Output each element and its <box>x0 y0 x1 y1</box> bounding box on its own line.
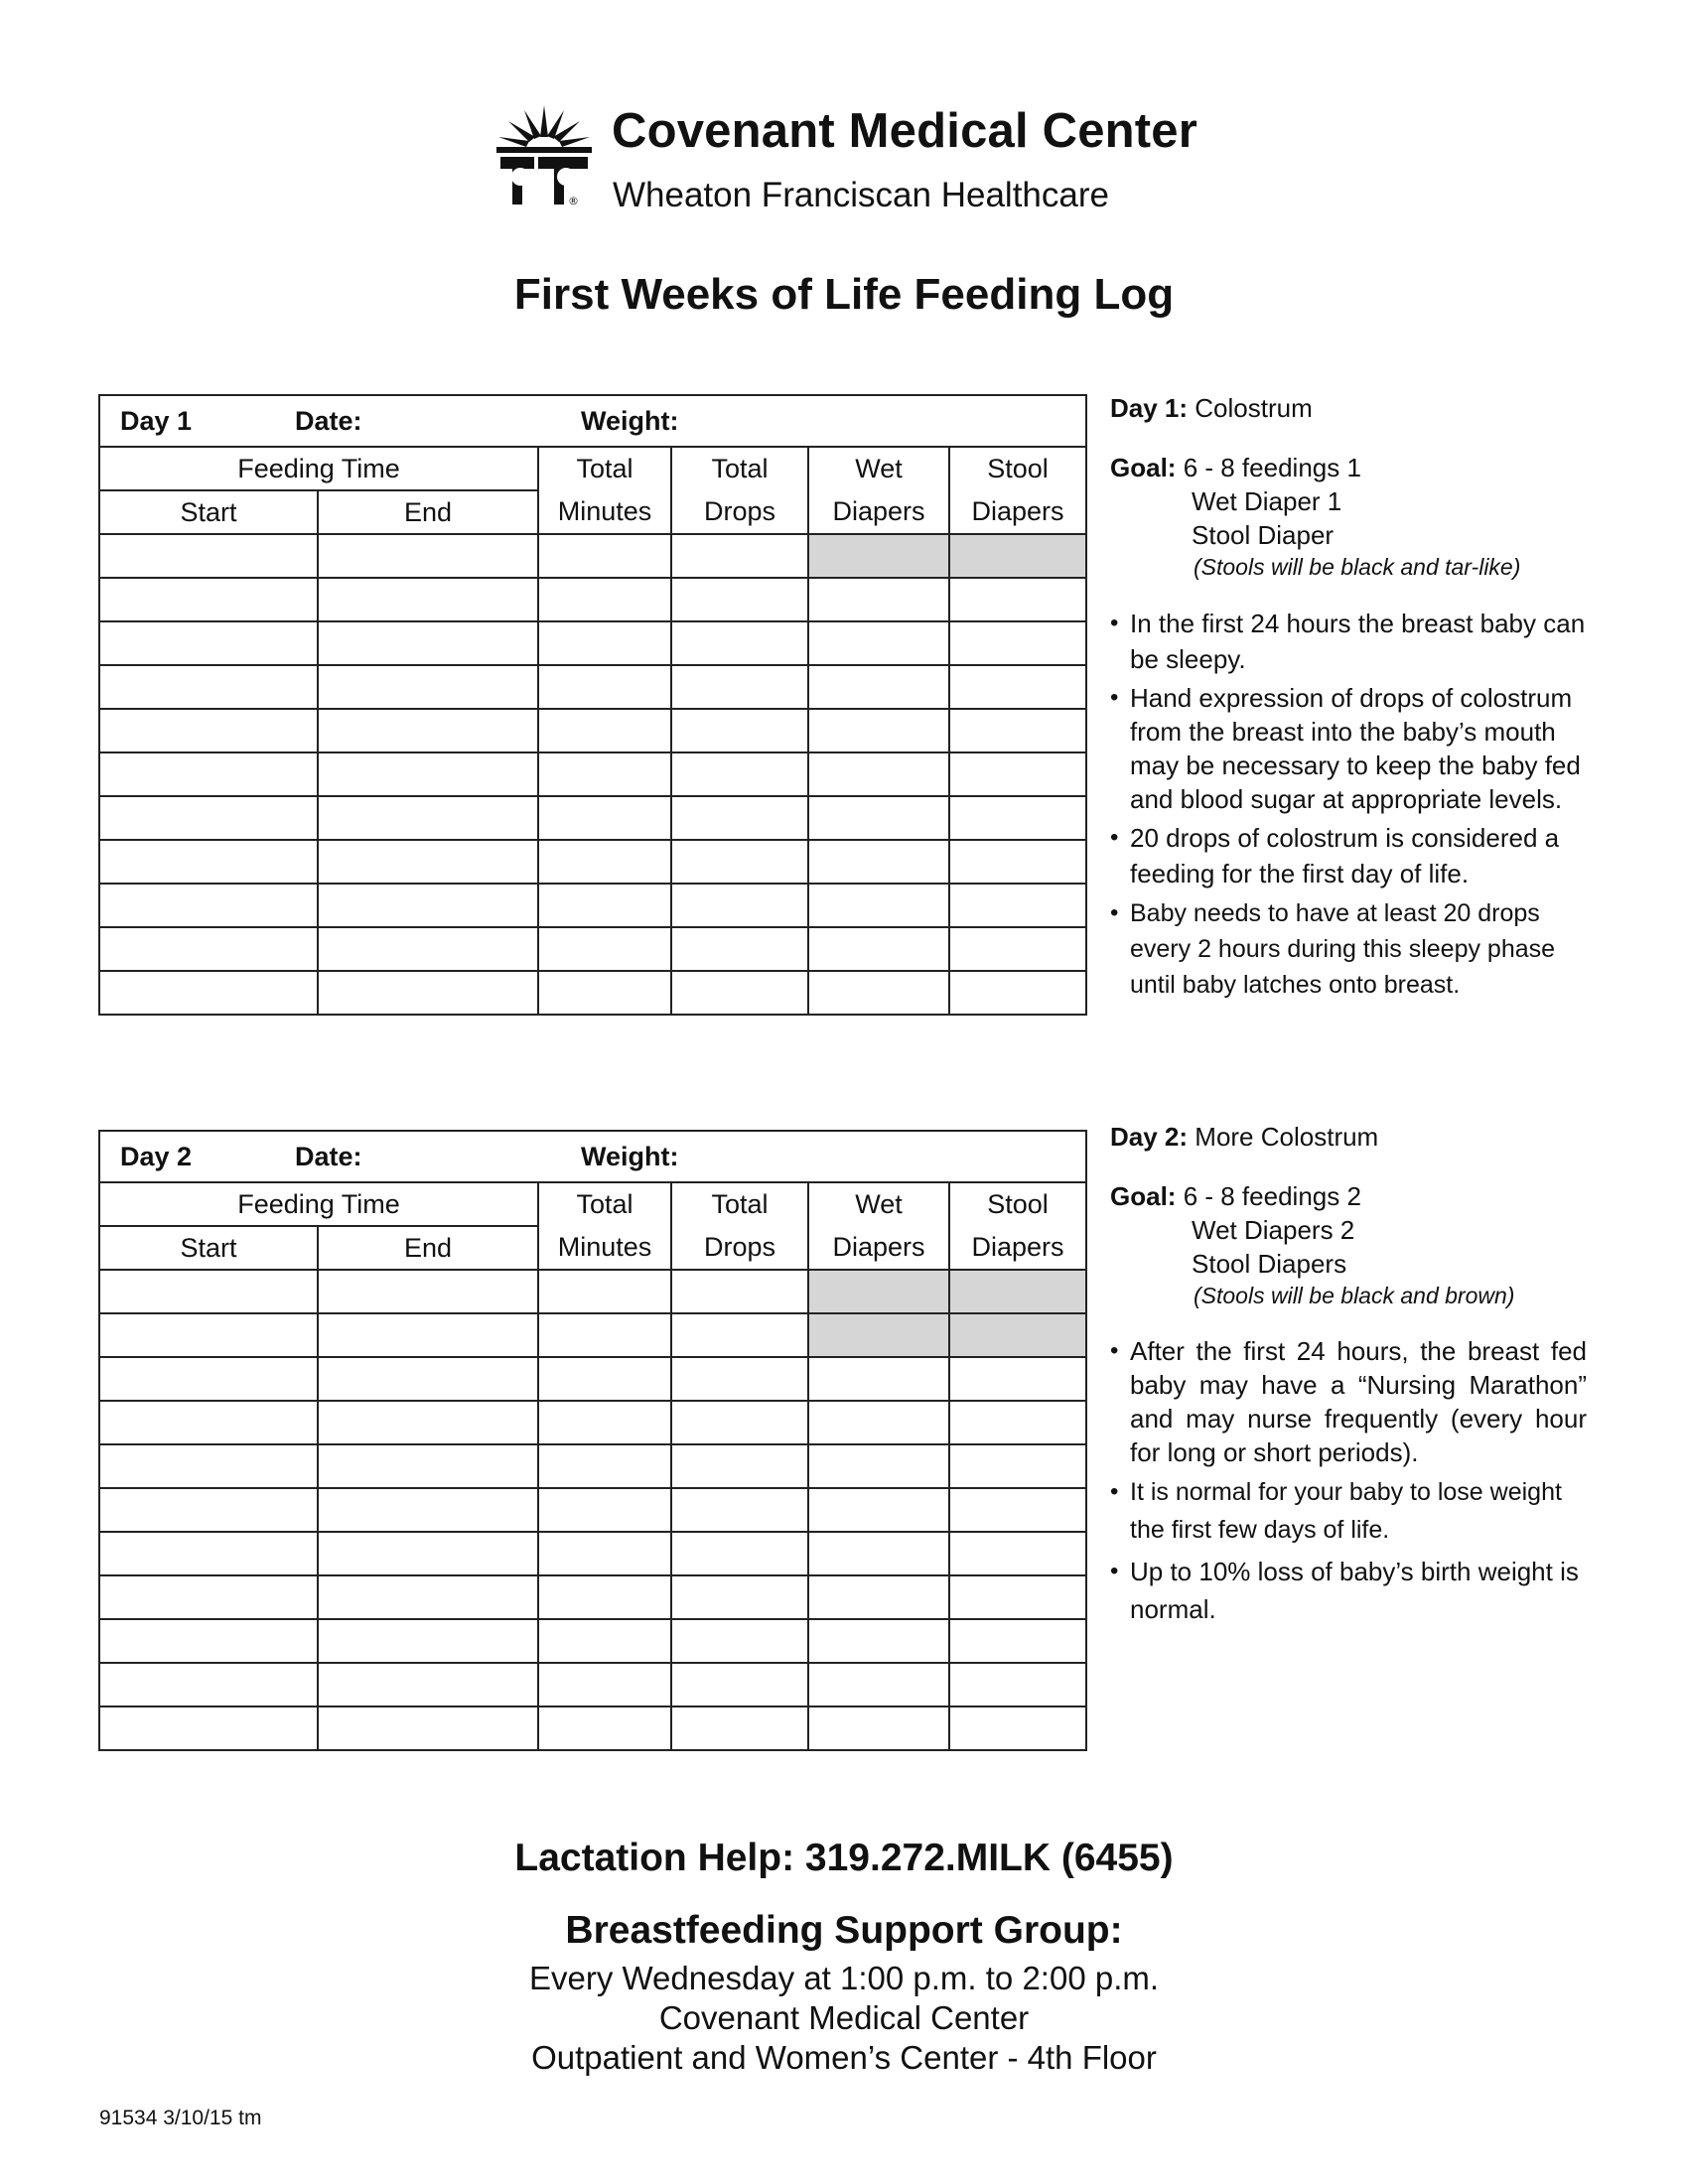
page-title: First Weeks of Life Feeding Log <box>513 270 1175 319</box>
day1-notes-heading: Day 1: Colostrum <box>1110 393 1313 423</box>
day2-notes-heading: Day 2: More Colostrum <box>1110 1122 1379 1152</box>
day2-goal: Goal: 6 - 8 feedings 2 Wet Diapers 2 Stool Diapers (Stools will be black and brown) <box>1110 1179 1587 1310</box>
lactation-help: Lactation Help: 319.272.MILK (6455) <box>514 1837 1174 1879</box>
day2-notes <box>1110 1120 1587 1632</box>
list-item: • 20 drops of colostrum is considered a feeding for the first day of life. <box>1110 820 1587 891</box>
org-name: Covenant Medical Center <box>612 104 1198 158</box>
day1-total-drops-header: Total Drops <box>671 447 808 534</box>
day2-wet-diapers-header: Wet Diapers <box>808 1182 949 1270</box>
support-group-floor: Outpatient and Women’s Center - 4th Floor <box>531 2039 1157 2076</box>
table-row <box>99 1706 1086 1750</box>
day1-total-minutes-header: Total Minutes <box>538 447 671 534</box>
table-row <box>99 971 1086 1015</box>
table-row <box>99 796 1086 840</box>
day1-start-header: Start <box>99 490 318 534</box>
day1-feeding-time-header: Feeding Time <box>99 447 538 490</box>
support-group-location: Covenant Medical Center <box>658 1999 1030 2036</box>
covenant-logo-icon <box>494 97 594 208</box>
day1-wet-diapers-header: Wet Diapers <box>808 447 949 534</box>
table-row <box>99 1270 1086 1313</box>
list-item: • Up to 10% loss of baby’s birth weight is normal. <box>1110 1553 1587 1628</box>
day2-bullets <box>1110 1334 1587 1628</box>
day1-notes <box>1110 391 1587 1007</box>
day2-weight-label: Weight: <box>581 1141 679 1171</box>
table-row <box>99 534 1086 578</box>
day2-header-row <box>99 1131 1086 1182</box>
table-row <box>99 1663 1086 1706</box>
day2-stool-note: (Stools will be black and brown) <box>1194 1283 1515 1308</box>
day2-stool-diapers-header: Stool Diapers <box>949 1182 1086 1270</box>
support-group-title: Breastfeeding Support Group: <box>565 1909 1123 1952</box>
day2-feeding-table <box>98 1130 1087 1751</box>
day2-feeding-time-header: Feeding Time <box>99 1182 538 1226</box>
day2-total-minutes-header: Total Minutes <box>538 1182 671 1270</box>
day1-bullets <box>1110 606 1587 1003</box>
day2-date-label: Date: <box>295 1141 362 1171</box>
day2-end-header: End <box>318 1226 538 1270</box>
list-item: • It is normal for your baby to lose weight the first few days of life. <box>1110 1473 1587 1549</box>
table-row <box>99 752 1086 796</box>
day1-header-row <box>99 395 1086 447</box>
form-code: 91534 3/10/15 tm <box>99 2107 262 2129</box>
table-row <box>99 1444 1086 1488</box>
support-group-schedule: Every Wednesday at 1:00 p.m. to 2:00 p.m. <box>528 1960 1160 1996</box>
list-item: • Baby needs to have at least 20 drops every 2 hours during this sleepy phase until baby latches onto breast. <box>1110 895 1587 1003</box>
day1-stool-note: (Stools will be black and tar-like) <box>1194 554 1521 580</box>
table-row <box>99 1357 1086 1401</box>
table-row <box>99 1575 1086 1619</box>
table-row <box>99 927 1086 971</box>
table-row <box>99 1313 1086 1357</box>
day1-feeding-table <box>98 394 1087 1016</box>
table-row <box>99 840 1086 884</box>
table-row <box>99 1619 1086 1663</box>
org-subtitle: Wheaton Franciscan Healthcare <box>613 176 1109 214</box>
svg-text:®: ® <box>568 195 579 207</box>
table-row <box>99 578 1086 621</box>
day1-stool-diapers-header: Stool Diapers <box>949 447 1086 534</box>
table-row <box>99 1401 1086 1444</box>
day1-end-header: End <box>318 490 538 534</box>
table-row <box>99 1532 1086 1575</box>
day2-total-drops-header: Total Drops <box>671 1182 808 1270</box>
list-item: • Hand expression of drops of colostrum from the breast into the baby’s mouth may be necessary to keep the baby fed and blood sugar at appropriate levels. <box>1110 681 1587 816</box>
table-row <box>99 665 1086 709</box>
day2-label: Day 2 <box>120 1141 193 1171</box>
day2-start-header: Start <box>99 1226 318 1270</box>
table-row <box>99 709 1086 752</box>
list-item: • In the first 24 hours the breast baby can be sleepy. <box>1110 606 1587 677</box>
day1-label: Day 1 <box>120 405 193 436</box>
day1-goal: Goal: 6 - 8 feedings 1 Wet Diaper 1 Stool Diaper (Stools will be black and tar-like) <box>1110 451 1587 582</box>
table-row <box>99 621 1086 665</box>
day1-date-label: Date: <box>295 405 362 436</box>
table-row <box>99 884 1086 927</box>
list-item: • After the first 24 hours, the breast fed baby may have a “Nursing Marathon” and may nurse frequently (every hour for long or short periods). <box>1110 1334 1587 1469</box>
day1-weight-label: Weight: <box>581 405 679 436</box>
table-row <box>99 1488 1086 1532</box>
